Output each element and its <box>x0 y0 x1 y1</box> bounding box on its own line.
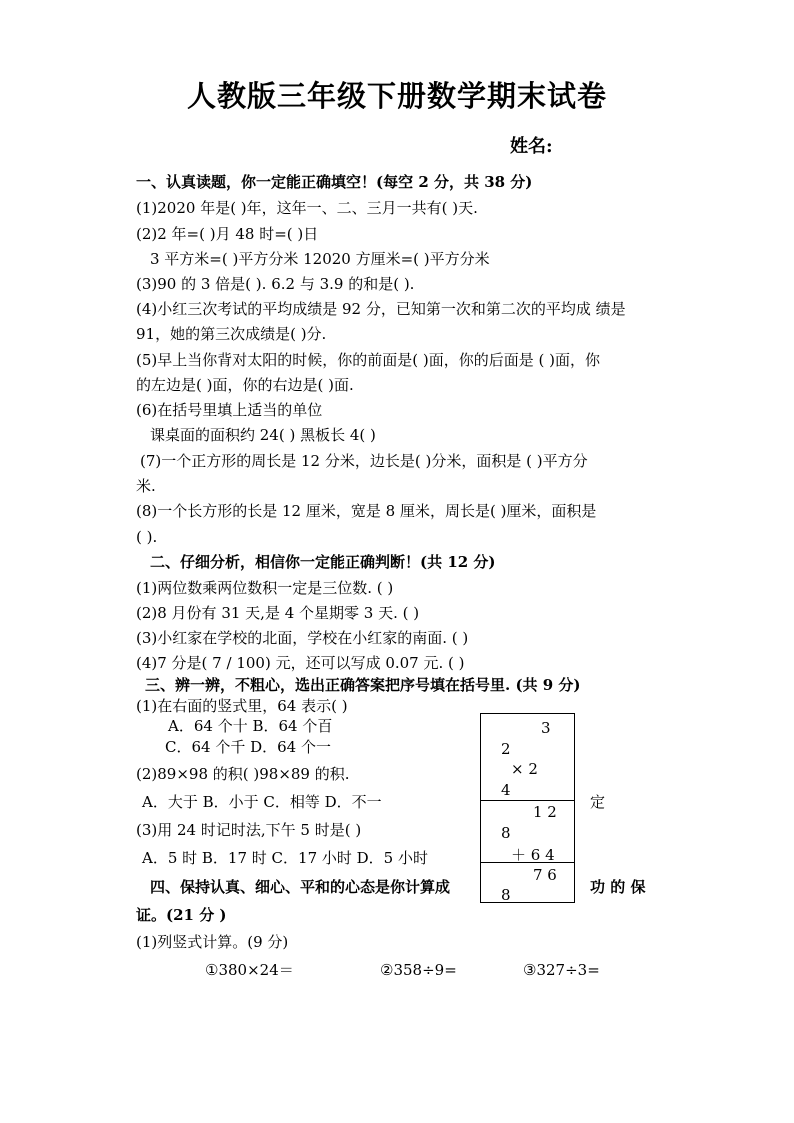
calc-digit: ＋ 6 4 <box>511 846 555 864</box>
section4-heading: 四、保持认真、细心、平和的心态是你计算成 <box>150 878 451 896</box>
s3-question: (3)用 24 时记时法,下午 5 时是( ) <box>136 821 362 839</box>
s1-line: (3)90 的 3 倍是( ). 6.2 与 3.9 的和是( ). <box>136 275 415 293</box>
s2-line: (2)8 月份有 31 天,是 4 个星期零 3 天. ( ) <box>136 604 420 622</box>
s4-sub: (1)列竖式计算。(9 分) <box>136 933 289 951</box>
s3-options: A．5 时 B．17 时 C．17 小时 D．5 小时 <box>142 849 428 867</box>
s3-question: (2)89×98 的积( )98×89 的积. <box>136 765 350 783</box>
s3-options: A．大于 B．小于 C．相等 D．不一 <box>142 793 382 811</box>
s1-line: 91，她的第三次成绩是( )分. <box>136 325 327 343</box>
calc-digit: 2 <box>501 740 511 758</box>
s1-line: (1)2020 年是( )年，这年一、二、三月一共有( )天. <box>136 199 478 217</box>
s3-options: A．64 个十 B．64 个百 <box>168 717 333 735</box>
s1-line: 3 平方米=( )平方分米 12020 方厘米=( )平方分米 <box>150 250 490 268</box>
page-title: 人教版三年级下册数学期末试卷 <box>186 79 607 113</box>
s3-question: (1)在右面的竖式里，64 表示( ) <box>136 697 348 715</box>
s1-line: (6)在括号里填上适当的单位 <box>136 401 323 419</box>
name-label: 姓名: <box>510 136 553 157</box>
section4-heading-tail: 功 的 保 <box>590 878 646 896</box>
s1-line: (5)早上当你背对太阳的时候，你的前面是( )面，你的后面是 ( )面，你 <box>136 351 600 369</box>
calc-digit: 7 6 <box>533 866 557 884</box>
calc-digit: 3 <box>541 719 551 737</box>
s1-line: 米. <box>136 477 156 495</box>
calc-digit: × 2 <box>511 760 538 778</box>
s1-line: 的左边是( )面，你的右边是( )面. <box>136 376 354 394</box>
s1-line: (8)一个长方形的长是 12 厘米，宽是 8 厘米，周长是( )厘米，面积是 <box>136 502 597 520</box>
calc-problem: ②358÷9= <box>380 961 457 979</box>
s1-line: ( ). <box>136 528 158 546</box>
calc-digit: 8 <box>501 886 511 904</box>
s1-line: (4)小红三次考试的平均成绩是 92 分，已知第一次和第二次的平均成 绩是 <box>136 300 626 318</box>
s2-line: (4)7 分是( 7 / 100) 元，还可以写成 0.07 元. ( ) <box>136 654 465 672</box>
s1-line: (7)一个正方形的周长是 12 分米，边长是( )分米，面积是 ( )平方分 <box>140 452 588 470</box>
s1-line: 课桌面的面积约 24( ) 黑板长 4( ) <box>150 426 376 444</box>
s3-options: C．64 个千 D．64 个一 <box>165 738 331 756</box>
section4-heading-line2: 证。(21 分 ) <box>136 906 227 924</box>
s3-options-tail: 定 <box>590 793 606 811</box>
calc-problem: ③327÷3= <box>523 961 600 979</box>
vertical-calculation <box>480 713 575 903</box>
section2-heading: 二、仔细分析，相信你一定能正确判断！(共 12 分) <box>150 553 496 571</box>
section1-heading: 一、认真读题，你一定能正确填空！(每空 2 分，共 38 分) <box>136 173 533 191</box>
calc-digit: 4 <box>501 781 511 799</box>
s2-line: (3)小红家在学校的北面，学校在小红家的南面. ( ) <box>136 629 469 647</box>
calc-digit: 8 <box>501 824 511 842</box>
s2-line: (1)两位数乘两位数积一定是三位数. ( ) <box>136 579 394 597</box>
s1-line: (2)2 年=( )月 48 时=( )日 <box>136 225 319 243</box>
calc-problem: ①380×24＝ <box>205 961 294 979</box>
calc-divider <box>481 800 574 801</box>
section3-heading: 三、辨一辨，不粗心，选出正确答案把序号填在括号里. (共 9 分) <box>145 676 581 694</box>
calc-digit: 1 2 <box>533 803 557 821</box>
